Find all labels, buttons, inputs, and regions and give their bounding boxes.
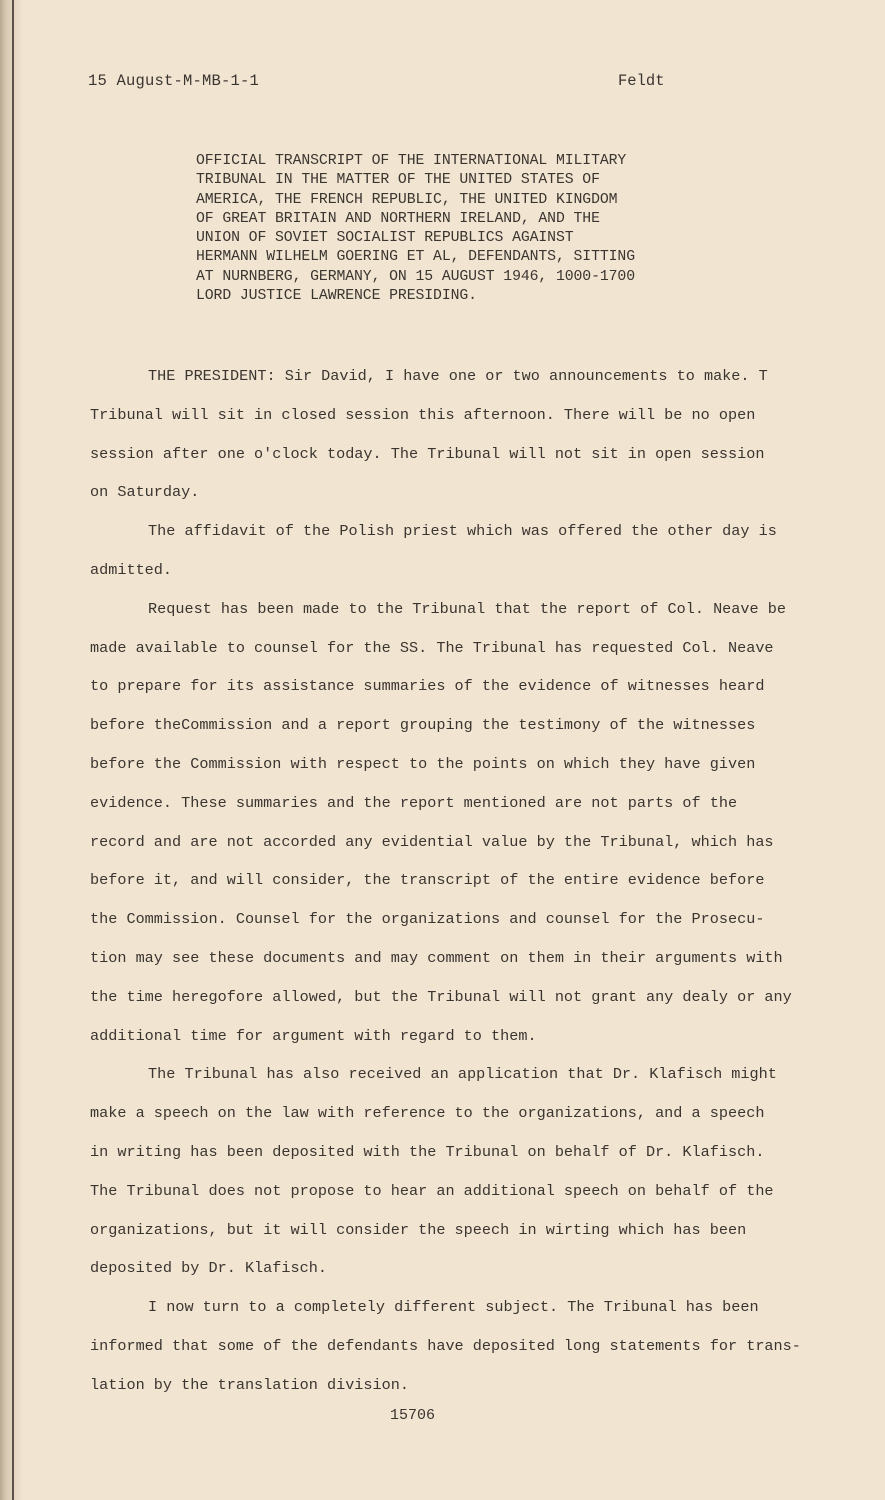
body-line: organizations, but it will consider the speech in wirting which has been (90, 1220, 747, 1239)
body-line: The Tribunal has also received an application that Dr. Klafisch might (148, 1065, 777, 1084)
body-line: the time heregofore allowed, but the Tribunal will not grant any dealy or any (90, 987, 792, 1006)
caption-line: AT NURNBERG, GERMANY, ON 15 AUGUST 1946, 1000-1700 (196, 268, 635, 285)
body-line: I now turn to a completely different subject. The Tribunal has been (148, 1298, 759, 1317)
header-reporter-name: Feldt (618, 72, 665, 90)
body-line: before the Commission with respect to the points on which they have given (90, 754, 756, 773)
body-line: the Commission. Counsel for the organizations and counsel for the Prosecu- (90, 910, 765, 929)
body-line: before theCommission and a report grouping the testimony of the witnesses (90, 716, 756, 735)
body-line: on Saturday. (90, 483, 200, 502)
caption-line: AMERICA, THE FRENCH REPUBLIC, THE UNITED KINGDOM (196, 191, 618, 208)
body-line: informed that some of the defendants have deposited long statements for trans- (90, 1336, 801, 1355)
caption-line: OF GREAT BRITAIN AND NORTHERN IRELAND, AND THE (196, 210, 600, 227)
transcript-body (90, 357, 832, 1405)
header-reference: 15 August-M-MB-1-1 (88, 72, 260, 90)
body-line: additional time for argument with regard to them. (90, 1026, 537, 1045)
body-line: session after one o'clock today. The Tribunal will not sit in open session (90, 444, 765, 463)
body-line: to prepare for its assistance summaries of the evidence of witnesses heard (90, 677, 765, 696)
caption-line: HERMANN WILHELM GOERING ET AL, DEFENDANTS, SITTING (196, 249, 635, 266)
caption-line: UNION OF SOVIET SOCIALIST REPUBLICS AGAINST (196, 230, 574, 247)
body-line: before it, and will consider, the transcript of the entire evidence before (90, 871, 765, 890)
body-line: record and are not accorded any evidential value by the Tribunal, which has (90, 832, 774, 851)
caption-line: LORD JUSTICE LAWRENCE PRESIDING. (196, 288, 477, 305)
body-line: The Tribunal does not propose to hear an additional speech on behalf of the (90, 1181, 774, 1200)
body-line: Request has been made to the Tribunal that the report of Col. Neave be (148, 599, 786, 618)
body-line: The affidavit of the Polish priest which was offered the other day is (148, 522, 777, 541)
body-line: admitted. (90, 560, 173, 579)
body-line: tion may see these documents and may comment on them in their arguments with (90, 948, 783, 967)
caption-line: TRIBUNAL IN THE MATTER OF THE UNITED STATES OF (196, 172, 600, 189)
page-number: 15706 (390, 1407, 436, 1424)
body-line: lation by the translation division. (90, 1375, 409, 1394)
body-line: THE PRESIDENT: Sir David, I have one or two announcements to make. T (148, 367, 768, 385)
transcript-caption (196, 152, 716, 306)
caption-line: OFFICIAL TRANSCRIPT OF THE INTERNATIONAL MILITARY (196, 153, 627, 169)
page-left-edge (0, 0, 22, 1500)
body-line: deposited by Dr. Klafisch. (90, 1259, 327, 1278)
body-line: evidence. These summaries and the report mentioned are not parts of the (90, 793, 738, 812)
body-line: made available to counsel for the SS. The Tribunal has requested Col. Neave (90, 638, 774, 657)
body-line: Tribunal will sit in closed session this afternoon. There will be no open (90, 405, 756, 424)
body-line: make a speech on the law with reference to the organizations, and a speech (90, 1104, 765, 1123)
body-line: in writing has been deposited with the Tribunal on behalf of Dr. Klafisch. (90, 1142, 765, 1161)
